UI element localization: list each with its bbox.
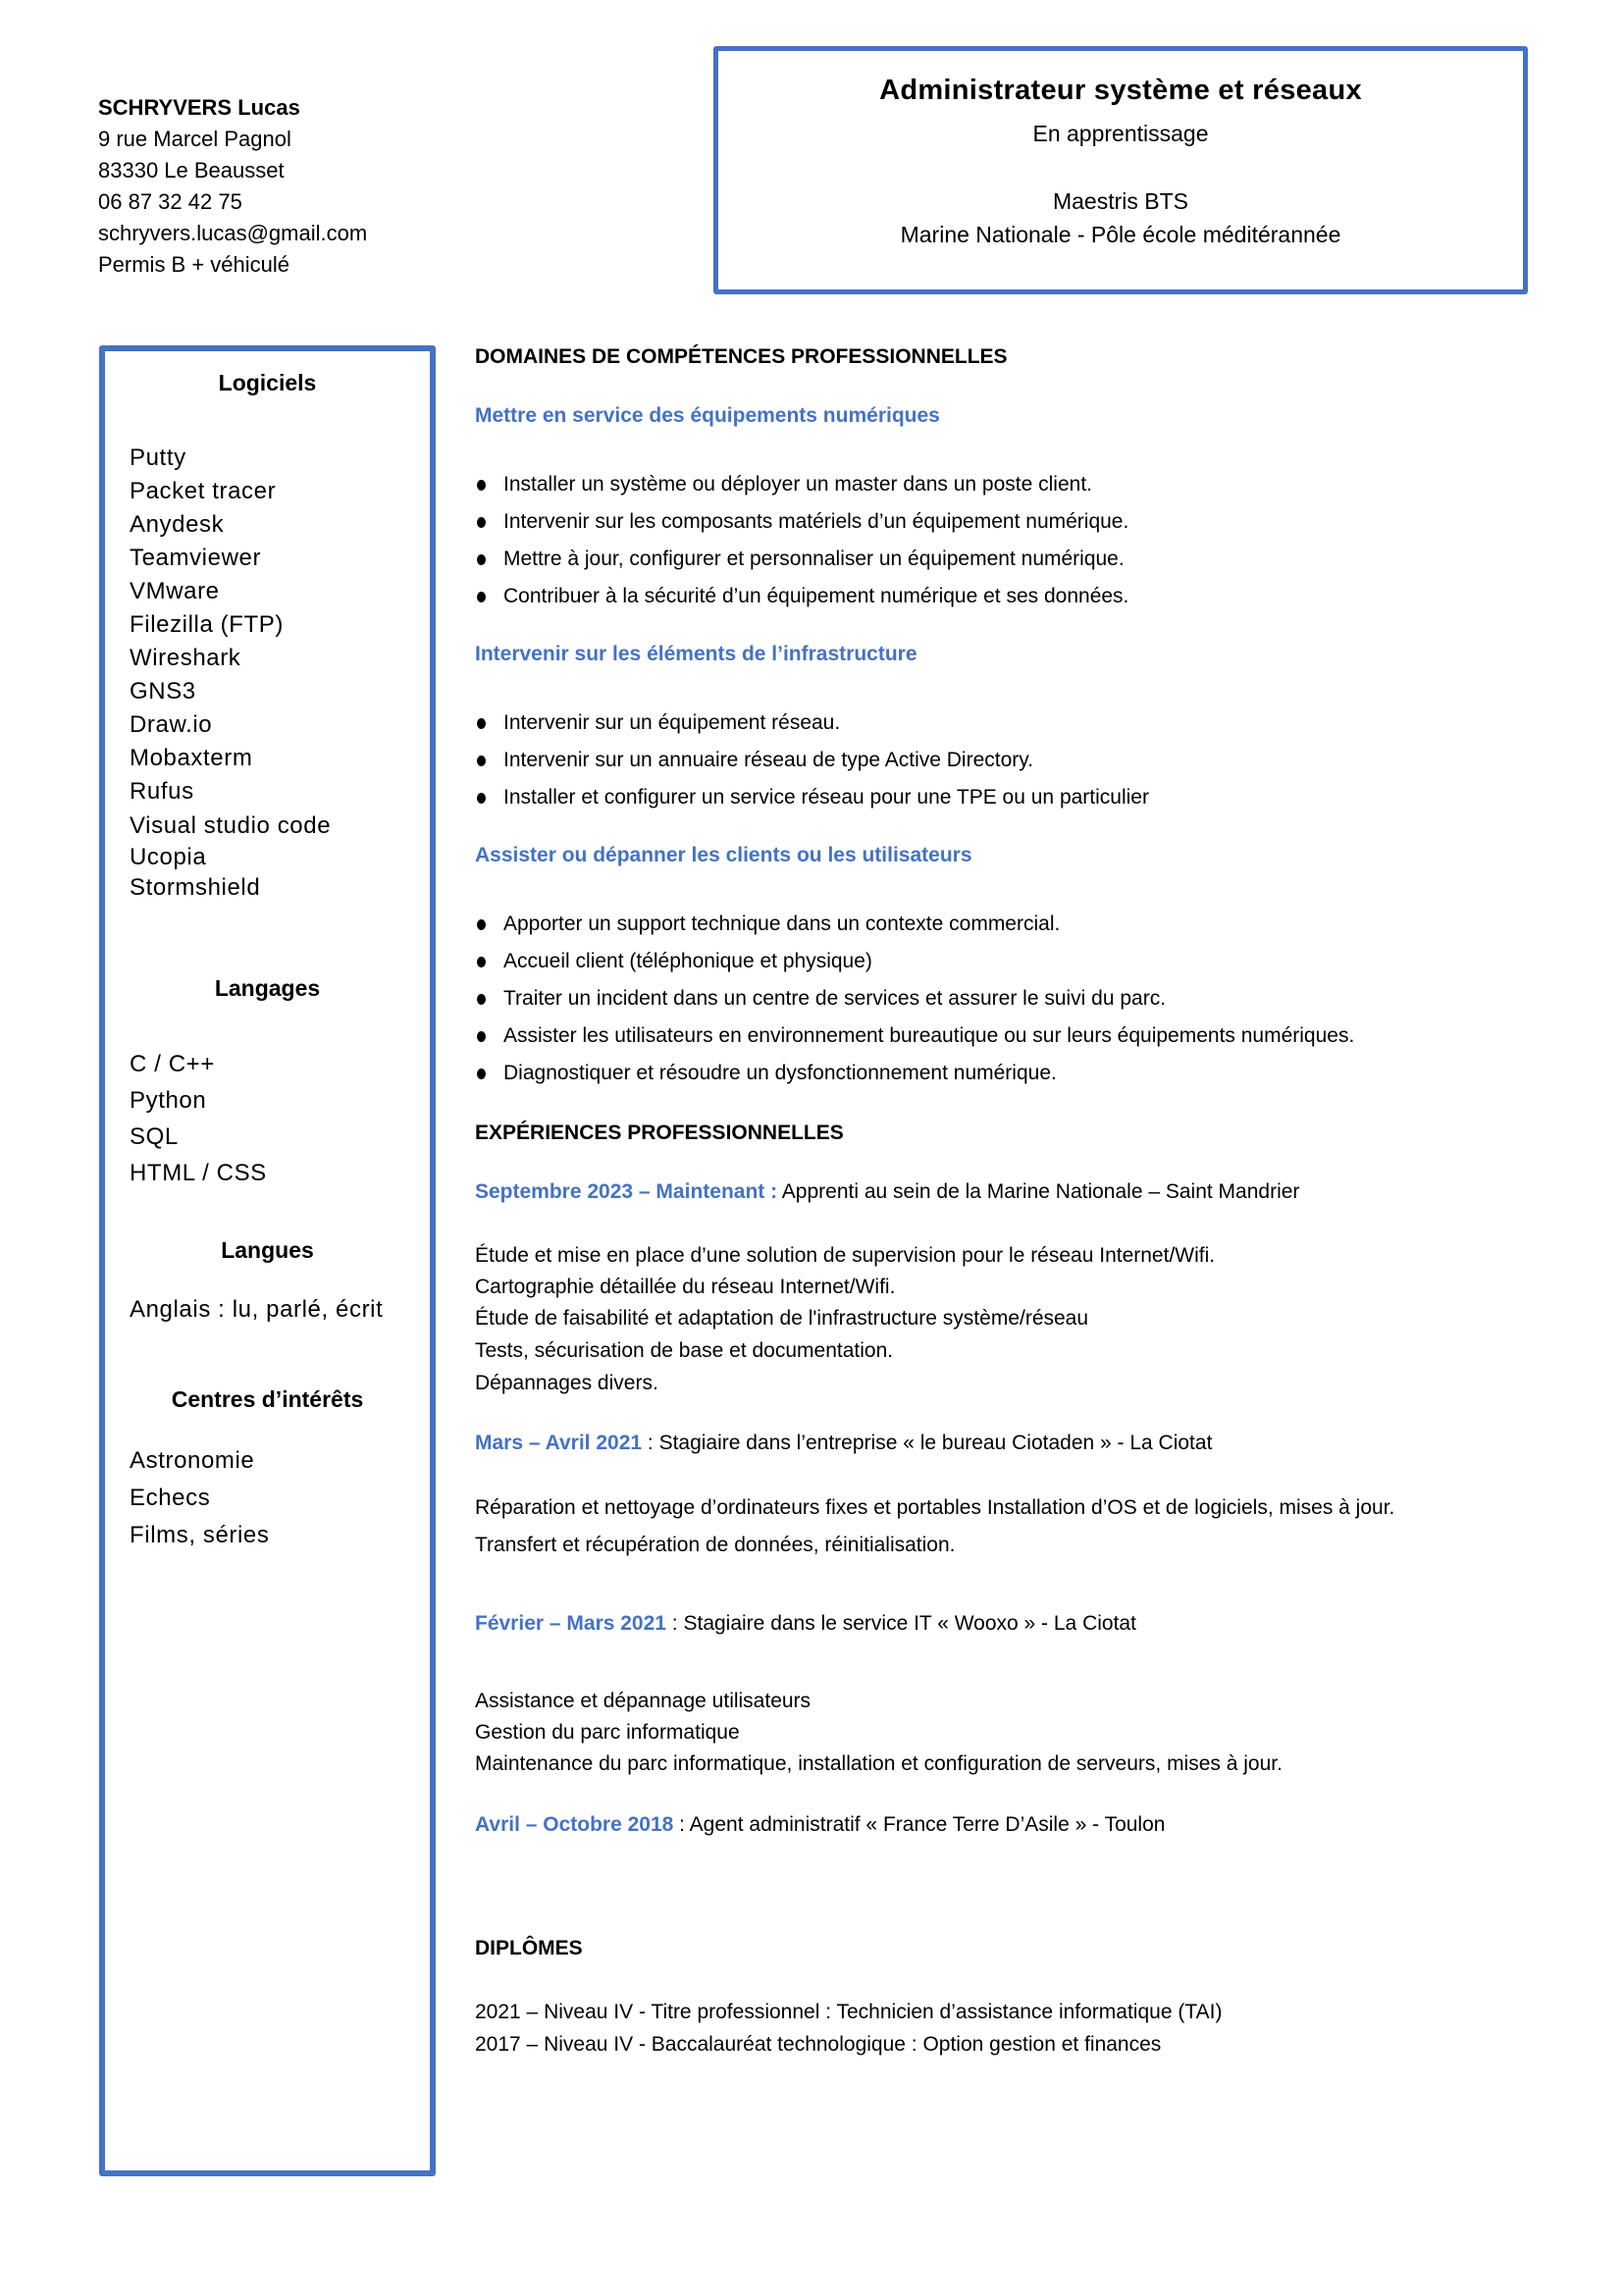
job-entry-header: [475, 1180, 1299, 1204]
language-item: HTML / CSS: [130, 1160, 267, 1186]
job-detail-line: Tests, sécurisation de base et documentation.: [475, 1339, 894, 1362]
skill-text: Mettre à jour, configurer et personnaliser un équipement numérique.: [503, 548, 1125, 570]
diploma-item: 2017 – Niveau IV - Baccalauréat technologique : Option gestion et finances: [475, 2033, 1162, 2056]
interests-list: [130, 1442, 269, 1554]
skill-item: [475, 503, 1128, 541]
software-item: Teamviewer: [130, 545, 262, 571]
bullet-icon: [477, 480, 486, 491]
skill-text: Accueil client (téléphonique et physique): [503, 950, 872, 972]
software-item: Putty: [130, 444, 186, 471]
contact-block: [98, 92, 367, 281]
bullet-icon: [477, 756, 486, 766]
skill-group-list: [475, 906, 1354, 1092]
job-details: [475, 1686, 1283, 1780]
language-item: SQL: [130, 1123, 179, 1150]
address-line-1: 9 rue Marcel Pagnol: [98, 127, 291, 151]
software-item: Packet tracer: [130, 478, 277, 504]
job-period: Avril – Octobre 2018: [475, 1813, 674, 1836]
job-detail-line: Maintenance du parc informatique, installation et configuration de serveurs, mises à jour.: [475, 1752, 1283, 1775]
skill-item: [475, 704, 1149, 742]
skill-item: [475, 779, 1149, 816]
interest-item: Films, séries: [130, 1522, 270, 1548]
job-detail-line: Assistance et dépannage utilisateurs: [475, 1690, 812, 1712]
bullet-icon: [477, 1031, 486, 1042]
skill-group-title: Intervenir sur les éléments de l’infrastructure: [475, 643, 917, 665]
programming-languages-heading: Langages: [214, 975, 321, 1001]
candidate-name: SCHRYVERS Lucas: [98, 95, 300, 120]
job-detail-line: Cartographie détaillée du réseau Internet/Wifi.: [475, 1276, 896, 1298]
diplomas-heading: DIPLÔMES: [475, 1937, 583, 1959]
skill-item: [475, 742, 1149, 779]
software-item: Filezilla (FTP): [130, 611, 284, 638]
experience-heading: EXPÉRIENCES PROFESSIONNELLES: [475, 1122, 844, 1144]
programming-languages-list: [130, 1046, 267, 1191]
software-item: Anydesk: [130, 511, 225, 538]
job-entry-header: [475, 1432, 1212, 1455]
bullet-icon: [477, 718, 486, 729]
bullet-icon: [477, 994, 486, 1005]
bullet-icon: [477, 919, 486, 930]
skill-text: Apporter un support technique dans un contexte commercial.: [503, 913, 1061, 935]
software-item: Rufus: [130, 778, 194, 805]
sidebar: [99, 345, 436, 2176]
skill-item: [475, 1055, 1354, 1092]
skill-text: Contribuer à la sécurité d’un équipement numérique et ses données.: [503, 585, 1129, 607]
diploma-list: [475, 1996, 1222, 2061]
job-period: Février – Mars 2021: [475, 1612, 666, 1635]
bullet-icon: [477, 592, 486, 602]
phone-number: 06 87 32 42 75: [98, 189, 242, 214]
languages-heading: Langues: [221, 1237, 314, 1263]
job-details: [475, 1240, 1215, 1399]
skill-item: [475, 980, 1354, 1018]
skill-text: Installer un système ou déployer un master dans un poste client.: [503, 473, 1092, 496]
bullet-icon: [477, 517, 486, 528]
job-title: Administrateur système et réseaux: [879, 75, 1362, 106]
language-item: C / C++: [130, 1051, 215, 1077]
interests-heading: Centres d’intérêts: [171, 1386, 364, 1412]
bullet-icon: [477, 554, 486, 565]
skill-group-title: Assister ou dépanner les clients ou les utilisateurs: [475, 844, 972, 866]
address-line-2: 83330 Le Beausset: [98, 158, 285, 183]
job-entry-header: [475, 1612, 1136, 1636]
job-detail-line: Dépannages divers.: [475, 1372, 658, 1394]
driving-license: Permis B + véhiculé: [98, 252, 290, 277]
school-name: Maestris BTS: [1052, 188, 1189, 214]
skill-item: [475, 943, 1354, 980]
skills-heading: DOMAINES DE COMPÉTENCES PROFESSIONNELLES: [475, 345, 1008, 368]
bullet-icon: [477, 1069, 486, 1079]
job-period: Septembre 2023 – Maintenant :: [475, 1180, 778, 1203]
software-item: Visual studio code: [130, 812, 332, 839]
skill-text: Intervenir sur les composants matériels d’un équipement numérique.: [503, 510, 1129, 533]
software-heading: Logiciels: [218, 370, 317, 395]
job-detail-line: Réparation et nettoyage d’ordinateurs fixes et portables Installation d’OS et de logiciels, mises à jour.: [475, 1496, 1395, 1519]
school-info: [718, 184, 1523, 251]
languages-list: [130, 1293, 383, 1327]
diploma-item: 2021 – Niveau IV - Titre professionnel : Technicien d’assistance informatique (TAI): [475, 2001, 1223, 2023]
job-status: En apprentissage: [1032, 121, 1209, 146]
skill-item: [475, 578, 1128, 615]
skill-item: [475, 466, 1128, 503]
software-item: VMware: [130, 578, 220, 604]
job-description: : Agent administratif « France Terre D’Asile » - Toulon: [673, 1813, 1166, 1836]
title-box: [713, 46, 1528, 294]
skill-item: [475, 1018, 1354, 1055]
skill-text: Intervenir sur un équipement réseau.: [503, 711, 841, 734]
skill-text: Traiter un incident dans un centre de services et assurer le suivi du parc.: [503, 987, 1167, 1010]
job-detail-line: Transfert et récupération de données, réinitialisation.: [475, 1534, 956, 1556]
skill-group-list: [475, 704, 1149, 816]
employer-name: Marine Nationale - Pôle école méditérannée: [900, 222, 1341, 247]
job-description: : Stagiaire dans le service IT « Wooxo » - La Ciotat: [665, 1612, 1136, 1635]
skill-text: Intervenir sur un annuaire réseau de type Active Directory.: [503, 749, 1034, 771]
job-detail-line: Étude et mise en place d’une solution de supervision pour le réseau Internet/Wifi.: [475, 1244, 1216, 1267]
bullet-icon: [477, 957, 486, 967]
skill-item: [475, 906, 1354, 943]
software-list: [130, 442, 331, 905]
job-description: : Stagiaire dans l’entreprise « le bureau Ciotaden » - La Ciotat: [642, 1432, 1213, 1454]
skill-text: Assister les utilisateurs en environnement bureautique ou sur leurs équipements numériques.: [503, 1024, 1355, 1047]
email-address[interactable]: schryvers.lucas@gmail.com: [98, 221, 368, 245]
language-item: Python: [130, 1087, 207, 1114]
software-item: Wireshark: [130, 645, 241, 671]
software-item: Draw.io: [130, 711, 213, 738]
software-item: Mobaxterm: [130, 745, 253, 771]
interest-item: Echecs: [130, 1485, 211, 1511]
bullet-icon: [477, 793, 486, 804]
job-description: Apprenti au sein de la Marine Nationale – Saint Mandrier: [777, 1180, 1300, 1203]
skill-group-title: Mettre en service des équipements numériques: [475, 404, 940, 427]
job-detail-line: Gestion du parc informatique: [475, 1721, 740, 1744]
job-period: Mars – Avril 2021: [475, 1432, 643, 1454]
software-item: Ucopia: [130, 844, 207, 870]
job-details: [475, 1489, 1394, 1564]
skill-item: [475, 541, 1128, 578]
job-detail-line: Étude de faisabilité et adaptation de l'infrastructure système/réseau: [475, 1307, 1089, 1330]
skill-text: Diagnostiquer et résoudre un dysfonctionnement numérique.: [503, 1062, 1057, 1084]
software-item: Stormshield: [130, 874, 261, 901]
skill-text: Installer et configurer un service réseau pour une TPE ou un particulier: [503, 786, 1149, 809]
software-item: GNS3: [130, 678, 196, 704]
interest-item: Astronomie: [130, 1447, 255, 1474]
skill-group-list: [475, 466, 1128, 615]
spoken-language-item: Anglais : lu, parlé, écrit: [130, 1296, 384, 1323]
job-entry-header: [475, 1813, 1165, 1837]
